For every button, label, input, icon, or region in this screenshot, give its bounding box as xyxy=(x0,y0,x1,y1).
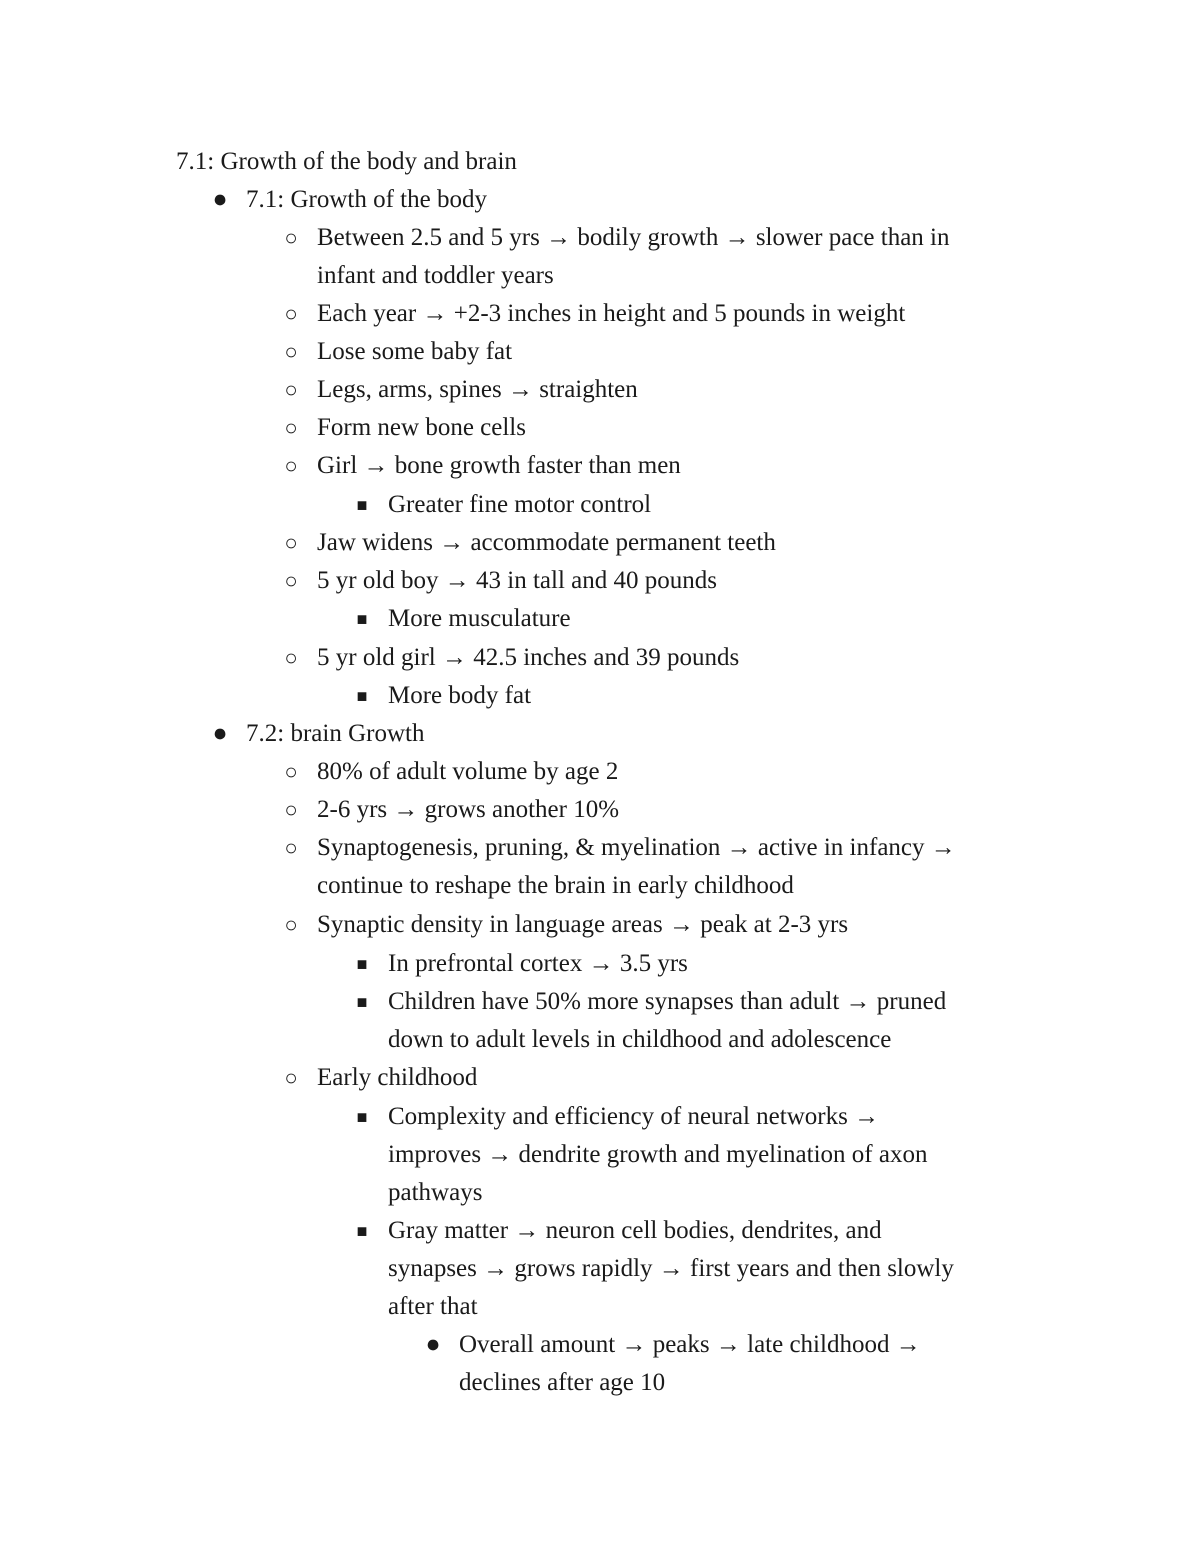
bullet-hollow-icon: ○ xyxy=(284,377,298,402)
list-item: Jaw widens → accommodate permanent teeth xyxy=(317,529,776,556)
bullet-hollow-icon: ○ xyxy=(284,912,298,937)
list-item-continuation: continue to reshape the brain in early childhood xyxy=(317,872,794,899)
bullet-hollow-icon: ○ xyxy=(284,645,298,670)
bullet-square-icon: ■ xyxy=(356,495,368,515)
list-item: 80% of adult volume by age 2 xyxy=(317,758,619,785)
bullet-hollow-icon: ○ xyxy=(284,225,298,250)
list-item: 2-6 yrs → grows another 10% xyxy=(317,796,620,823)
bullet-square-icon: ■ xyxy=(356,954,368,974)
list-item: Complexity and efficiency of neural networks → xyxy=(388,1103,880,1130)
bullet-filled-icon: ● xyxy=(212,186,228,213)
list-item: Children have 50% more synapses than adult → pruned xyxy=(388,988,947,1015)
list-item-continuation: improves → dendrite growth and myelination of axon xyxy=(388,1141,928,1168)
bullet-square-icon: ■ xyxy=(356,1221,368,1241)
list-item: Synaptogenesis, pruning, & myelination → active in infancy → xyxy=(317,834,956,861)
list-item: Gray matter → neuron cell bodies, dendrites, and xyxy=(388,1217,882,1244)
list-item: Greater fine motor control xyxy=(388,491,652,518)
bullet-hollow-icon: ○ xyxy=(284,759,298,784)
list-item: Between 2.5 and 5 yrs → bodily growth → slower pace than in xyxy=(317,224,950,251)
list-item: Form new bone cells xyxy=(317,414,526,441)
list-item: Each year → +2-3 inches in height and 5 pounds in weight xyxy=(317,300,906,327)
list-item-continuation: declines after age 10 xyxy=(459,1369,666,1396)
bullet-square-icon: ■ xyxy=(356,609,368,629)
list-item: Lose some baby fat xyxy=(317,338,513,365)
bullet-hollow-icon: ○ xyxy=(284,530,298,555)
bullet-square-icon: ■ xyxy=(356,992,368,1012)
list-item-continuation: after that xyxy=(388,1293,478,1320)
bullet-hollow-icon: ○ xyxy=(284,339,298,364)
bullet-hollow-icon: ○ xyxy=(284,301,298,326)
list-item: More musculature xyxy=(388,605,571,632)
bullet-hollow-icon: ○ xyxy=(284,453,298,478)
list-item-continuation: infant and toddler years xyxy=(317,262,554,289)
bullet-hollow-icon: ○ xyxy=(284,835,298,860)
bullet-hollow-icon: ○ xyxy=(284,1065,298,1090)
list-item: 5 yr old boy → 43 in tall and 40 pounds xyxy=(317,567,717,594)
bullet-hollow-icon: ○ xyxy=(284,415,298,440)
list-item-continuation: down to adult levels in childhood and adolescence xyxy=(388,1026,892,1053)
bullet-square-icon: ■ xyxy=(356,1107,368,1127)
bullet-filled-icon: ● xyxy=(212,720,228,747)
list-item: More body fat xyxy=(388,682,532,709)
list-item: Synaptic density in language areas → peak at 2-3 yrs xyxy=(317,911,849,938)
list-item: Legs, arms, spines → straighten xyxy=(317,376,638,403)
list-item: Overall amount → peaks → late childhood → xyxy=(459,1331,921,1358)
list-item-continuation: pathways xyxy=(388,1179,483,1206)
bullet-square-icon: ■ xyxy=(356,686,368,706)
list-item: In prefrontal cortex → 3.5 yrs xyxy=(388,950,688,977)
list-item: Girl → bone growth faster than men xyxy=(317,452,681,479)
section-heading-body-growth: 7.1: Growth of the body xyxy=(246,186,487,213)
list-item: Early childhood xyxy=(317,1064,478,1091)
bullet-hollow-icon: ○ xyxy=(284,568,298,593)
list-item: 5 yr old girl → 42.5 inches and 39 pounds xyxy=(317,644,740,671)
bullet-filled-icon: ● xyxy=(425,1331,441,1358)
section-heading-brain-growth: 7.2: brain Growth xyxy=(246,720,425,747)
bullet-hollow-icon: ○ xyxy=(284,797,298,822)
document-title: 7.1: Growth of the body and brain xyxy=(176,148,517,175)
list-item-continuation: synapses → grows rapidly → first years and then slowly xyxy=(388,1255,954,1282)
